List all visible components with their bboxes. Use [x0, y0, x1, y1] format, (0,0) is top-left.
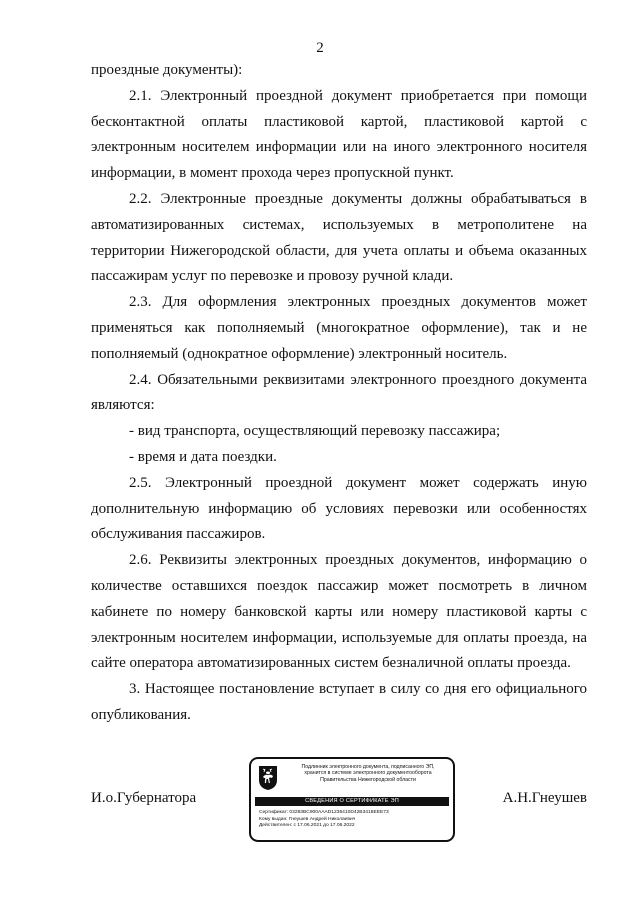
stamp-header	[285, 764, 451, 783]
stamp-title-bar: СВЕДЕНИЯ О СЕРТИФИКАТЕ ЭП	[255, 797, 449, 806]
stamp-certificate-row	[259, 810, 451, 817]
stamp-validity-label: Действителен:	[259, 823, 293, 829]
paragraph-2-5: 2.5. Электронный проездной документ может содержать иную дополнительную информацию об условиях перевозки или особенностях обслуживания пассажиров.	[91, 474, 587, 543]
list-item-datetime: - время и дата поездки.	[129, 448, 277, 465]
paragraph-2-2: 2.2. Электронные проездные документы должны обрабатываться в автоматизированных системах, используемых в метрополитене на территории Нижегородской области, для учета оплаты и объема оказанных пассажирам услуг по перевозке и провозу ручной клади.	[91, 190, 587, 285]
stamp-details	[259, 810, 451, 830]
stamp-certificate-label: Сертификат:	[259, 810, 289, 815]
stamp-header-line: хранится в системе электронного документооборота	[304, 770, 432, 777]
page-number: 2	[316, 40, 324, 56]
coat-of-arms-deer-icon	[258, 765, 278, 791]
electronic-signature-stamp	[249, 757, 455, 842]
stamp-header-line: Правительства Нижегородской области	[320, 776, 416, 783]
paragraph-2-3: 2.3. Для оформления электронных проездных документов может применяться как пополняемый (многократное оформление), так и не пополняемый (однократное оформление) электронный носитель.	[91, 294, 587, 362]
signatory-position: И.о.Губернатора	[91, 790, 197, 806]
stamp-validity-row	[259, 823, 451, 830]
stamp-validity-value: с 17.06.2021 до 17.06.2022	[293, 823, 355, 829]
stamp-issued-to-value: Гнеушев Андрей Николаевич	[288, 816, 356, 822]
paragraph-2-1: 2.1. Электронный проездной документ приобретается при помощи бесконтактной оплаты пластиковой картой, пластиковой картой с электронным носителем информации или на иного электронного носителя информации, в момент прохода через пропускной пункт.	[91, 87, 587, 182]
stamp-issued-to-label: Кому выдан:	[259, 816, 288, 822]
stamp-certificate-value: 03283BC900AAAD1236410D42B3418EEE73	[289, 810, 389, 815]
paragraph-continuation: проездные документы):	[91, 62, 243, 78]
paragraph-3: 3. Настоящее постановление вступает в силу со дня его официального опубликования.	[91, 681, 587, 723]
stamp-header-line: Подлинник электронного документа, подписанного ЭП,	[301, 764, 435, 770]
paragraph-2-4: 2.4. Обязательными реквизитами электронного проездного документа являются:	[91, 371, 587, 414]
list-item-transport: - вид транспорта, осуществляющий перевозку пассажира;	[129, 423, 501, 440]
document-body	[91, 58, 587, 729]
paragraph-2-6: 2.6. Реквизиты электронных проездных документов, информацию о количестве оставшихся поездок пассажир может посмотреть в личном кабинете по номеру банковской карты или номеру пластиковой карты с электронным носителем информации, используемые для оплаты проезда, на сайте оператора автоматизированных систем безналичной оплаты проезда.	[91, 552, 587, 672]
signatory-name: А.Н.Гнеушев	[502, 790, 587, 806]
